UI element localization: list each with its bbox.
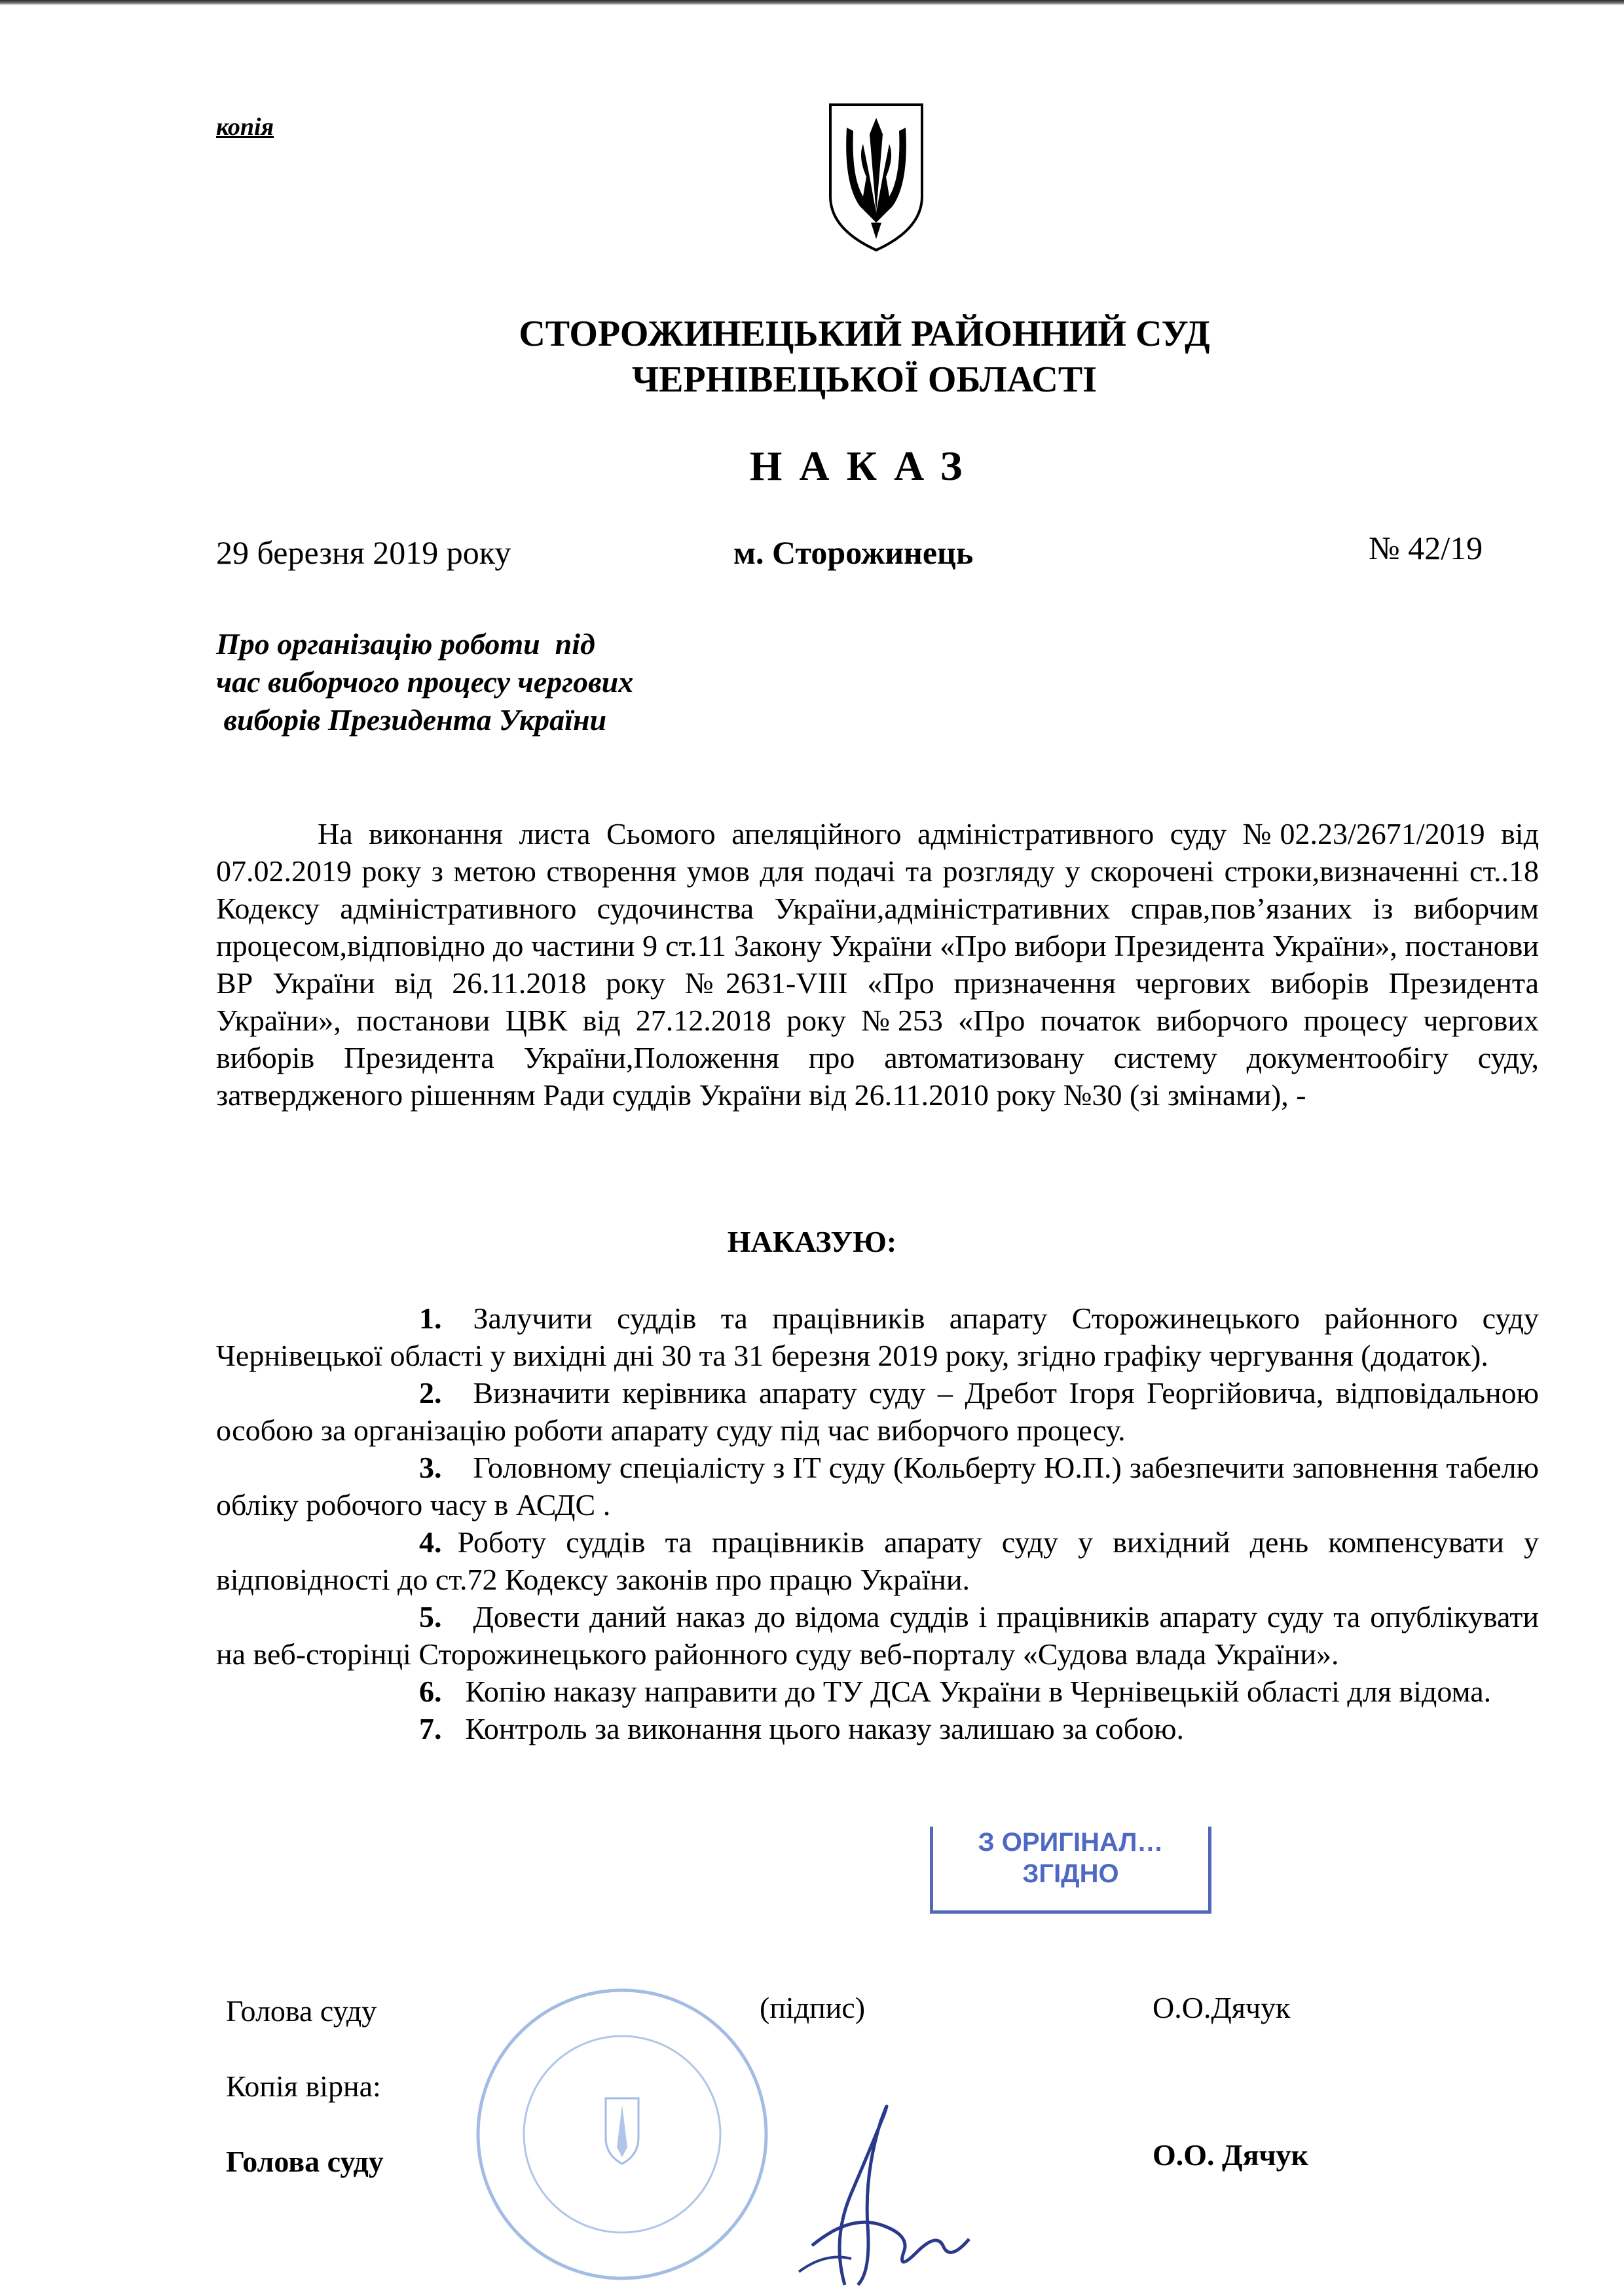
stamp-line1: З ОРИГІНАЛ…: [978, 1828, 1164, 1857]
item-text: Копію наказу направити до ТУ ДСА України в Чернівецькій області для відома.: [465, 1675, 1492, 1708]
copy-mark: копія: [216, 113, 274, 141]
item-text: Контроль за виконання цього наказу залишаю за собою.: [465, 1712, 1185, 1745]
item-number: 4.: [419, 1525, 442, 1559]
court-seal-icon: [471, 1984, 773, 2285]
item-number: 6.: [419, 1675, 442, 1708]
item-number: 5.: [419, 1600, 442, 1633]
true-copy-label: Копія вірна:: [226, 2069, 381, 2103]
list-item: [216, 1449, 1539, 1523]
item-text: Довести даний наказ до відома суддів і працівників апарату суду та опублікувати на веб-сторінці Сторожинецького районного суду веб-порталу «Судова влада України».: [216, 1600, 1539, 1671]
item-text: Роботу суддів та працівників апарату суду у вихідний день компенсувати у відповідності до ст.72 Кодексу законів про працю України.: [216, 1525, 1539, 1596]
decree-items-list: [216, 1300, 1539, 1747]
item-text: Головному спеціалісту з ІТ суду (Кольберту Ю.П.) забезпечити заповнення табелю обліку робочого часу в АСДС .: [216, 1451, 1539, 1522]
head-of-court-label: Голова суду: [226, 1994, 377, 2028]
item-text: Залучити суддів та працівників апарату Сторожинецького районного суду Чернівецької області у вихідні дні 30 та 31 березня 2019 року, згідно графіку чергування (додаток).: [216, 1302, 1539, 1372]
item-number: 2.: [419, 1376, 442, 1410]
preamble-paragraph: На виконання листа Сьомого апеляційного адміністративного суду №02.23/2671/2019 від 07.02.2019 року з метою створення умов для подачі та розгляду у скорочені строки,визначенні ст..18 Кодексу адміністративного судочинства України,адміністративних справ,пов’язаних із виборчим процесом,відповідно до частини 9 ст.11 Закону України «Про вибори Президента України», постанови ВР України від 26.11.2018 року №2631-VIII «Про призначення чергових виборів Президента України», постанови ЦВК від 27.12.2018 року №253 «Про початок виборчого процесу чергових виборів Президента України,Положення про автоматизовану систему документообігу суду, затвердженого рішенням Ради суддів України від 26.11.2010 року №30 (зі змінами), -: [216, 817, 1539, 1112]
list-item: [216, 1598, 1539, 1673]
list-item: [216, 1673, 1539, 1710]
order-subject: Про організацію роботи під час виборчого процесу чергових виборів Президента України: [216, 627, 634, 737]
order-number: № 42/19: [1369, 530, 1483, 566]
list-item: [216, 1523, 1539, 1598]
head-of-court-name-bold: О.О. Дячук: [1153, 2138, 1309, 2172]
order-date: 29 березня 2019 року: [216, 534, 511, 571]
list-item: [216, 1710, 1539, 1747]
list-item: [216, 1300, 1539, 1374]
handwritten-signature-icon: [773, 2075, 982, 2291]
item-number: 3.: [419, 1451, 442, 1484]
head-of-court-label-bold: Голова суду: [226, 2145, 384, 2178]
trident-emblem-icon: [824, 98, 929, 255]
conformity-stamp: [930, 1827, 1211, 1914]
item-number: 1.: [419, 1302, 442, 1335]
decree-heading: НАКАЗУЮ:: [727, 1225, 897, 1258]
court-name-line2: ЧЕРНІВЕЦЬКОЇ ОБЛАСТІ: [631, 359, 1097, 400]
head-of-court-name: О.О.Дячук: [1153, 1991, 1291, 2024]
item-number: 7.: [419, 1712, 442, 1745]
scan-edge: [0, 0, 1624, 5]
order-city: м. Сторожинець: [733, 534, 974, 571]
list-item: [216, 1374, 1539, 1449]
document-title: НАКАЗ: [749, 443, 980, 489]
item-text: Визначити керівника апарату суду – Дребот Ігоря Георгійовича, відповідальною особою за організацію роботи апарату суду під час виборчого процесу.: [216, 1376, 1539, 1447]
court-name-line1: СТОРОЖИНЕЦЬКИЙ РАЙОННИЙ СУД: [519, 314, 1210, 354]
signature-placeholder: (підпис): [760, 1991, 866, 2024]
stamp-line2: ЗГІДНО: [1022, 1859, 1119, 1888]
